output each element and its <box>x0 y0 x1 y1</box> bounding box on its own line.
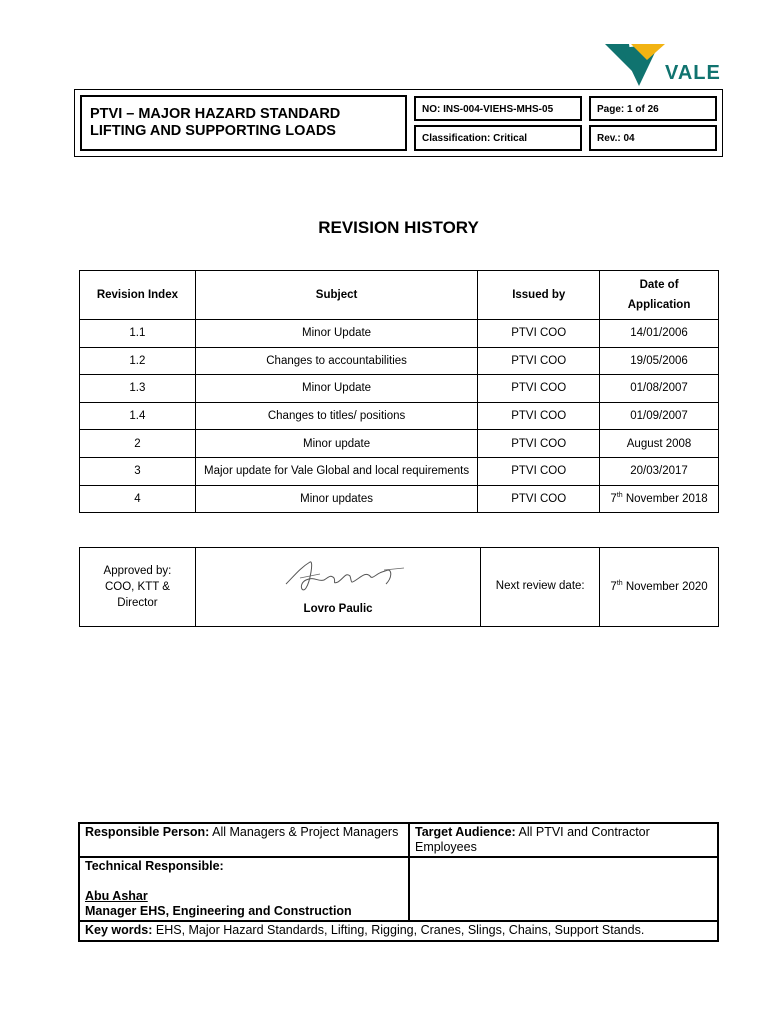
cell-issued-by: PTVI COO <box>478 457 600 485</box>
cell-subject: Changes to accountabilities <box>195 347 478 375</box>
cell-index: 1.1 <box>80 320 196 348</box>
audience-label: Target Audience: <box>414 825 516 839</box>
approval-table <box>79 547 719 627</box>
date-rest: November 2018 <box>622 493 708 506</box>
approval-row <box>80 548 719 627</box>
responsible-value: All Managers & Project Managers <box>209 825 399 839</box>
cell-date: 20/03/2017 <box>600 457 719 485</box>
cell-date: August 2008 <box>600 430 719 458</box>
cell-subject: Minor Update <box>195 320 478 348</box>
technical-label: Technical Responsible: <box>85 859 224 873</box>
review-ordinal: th <box>616 580 623 587</box>
table-row <box>80 347 719 375</box>
cell-index: 4 <box>80 485 196 513</box>
table-row <box>80 320 719 348</box>
title-line-2: LIFTING AND SUPPORTING LOADS <box>90 123 336 139</box>
cell-date: 19/05/2006 <box>600 347 719 375</box>
vale-logo <box>603 40 728 92</box>
cell-index: 1.2 <box>80 347 196 375</box>
document-number: NO: INS-004-VIEHS-MHS-05 <box>414 96 582 121</box>
table-row <box>80 485 719 513</box>
audience-value: All PTVI and Contractor Employees <box>414 825 650 854</box>
keywords-label: Key words: <box>85 923 153 937</box>
cell-index: 3 <box>80 457 196 485</box>
approved-by-cell <box>80 548 196 627</box>
cell-date <box>600 485 719 513</box>
target-audience-cell <box>409 823 718 857</box>
revision-history-title: REVISION HISTORY <box>318 218 479 237</box>
cell-issued-by: PTVI COO <box>478 375 600 403</box>
cell-subject: Major update for Vale Global and local requirements <box>195 457 478 485</box>
keywords-value: EHS, Major Hazard Standards, Lifting, Rigging, Cranes, Slings, Chains, Support Stands. <box>152 923 645 937</box>
signature-cell <box>195 548 480 627</box>
technical-row <box>79 857 718 921</box>
technical-title: Manager EHS, Engineering and Construction <box>85 904 352 918</box>
revision-history-table <box>79 270 719 513</box>
cell-date: 01/08/2007 <box>600 375 719 403</box>
col-date-line-2: Application <box>627 299 691 311</box>
signer-name: Lovro Paulic <box>303 603 373 615</box>
cell-issued-by: PTVI COO <box>478 320 600 348</box>
review-day: 7 <box>610 580 617 593</box>
cell-subject: Minor update <box>195 430 478 458</box>
review-rest: November 2020 <box>622 580 708 593</box>
responsible-label: Responsible Person: <box>85 825 210 839</box>
date-day: 7 <box>610 493 617 506</box>
cell-date: 14/01/2006 <box>600 320 719 348</box>
signature-icon <box>280 554 410 600</box>
date-ordinal: th <box>616 492 623 500</box>
responsibility-table <box>78 822 719 942</box>
document-title <box>80 95 407 151</box>
cell-date: 01/09/2007 <box>600 402 719 430</box>
table-row <box>80 430 719 458</box>
approved-by-label: Approved by: <box>103 565 172 577</box>
cell-subject: Minor Update <box>195 375 478 403</box>
title-line-1: PTVI – MAJOR HAZARD STANDARD <box>90 106 341 122</box>
cell-index: 1.3 <box>80 375 196 403</box>
table-header-row <box>80 271 719 320</box>
technical-name: Abu Ashar <box>85 889 148 903</box>
logo-text: VALE <box>665 62 721 84</box>
cell-issued-by: PTVI COO <box>478 430 600 458</box>
cell-subject: Minor updates <box>195 485 478 513</box>
next-review-date <box>600 548 719 627</box>
col-issued-by: Issued by <box>478 271 600 320</box>
cell-issued-by: PTVI COO <box>478 485 600 513</box>
table-row <box>80 457 719 485</box>
empty-cell <box>409 857 718 921</box>
table-row <box>80 402 719 430</box>
table-row <box>80 375 719 403</box>
page-number: Page: 1 of 26 <box>589 96 717 121</box>
cell-subject: Changes to titles/ positions <box>195 402 478 430</box>
technical-responsible-cell <box>79 857 409 921</box>
col-date-line-1: Date of <box>639 279 679 291</box>
responsible-person-cell <box>79 823 409 857</box>
next-review-label: Next review date: <box>481 548 600 627</box>
responsible-row <box>79 823 718 857</box>
cell-issued-by: PTVI COO <box>478 402 600 430</box>
cell-index: 2 <box>80 430 196 458</box>
cell-index: 1.4 <box>80 402 196 430</box>
revision-number: Rev.: 04 <box>589 125 717 151</box>
col-date-of-application <box>600 271 719 320</box>
approver-role-line-2: Director <box>117 597 158 609</box>
approver-role-line-1: COO, KTT & <box>104 581 170 593</box>
col-subject: Subject <box>195 271 478 320</box>
keywords-cell <box>79 921 718 941</box>
cell-issued-by: PTVI COO <box>478 347 600 375</box>
classification: Classification: Critical <box>414 125 582 151</box>
keywords-row <box>79 921 718 941</box>
col-revision-index: Revision Index <box>80 271 196 320</box>
